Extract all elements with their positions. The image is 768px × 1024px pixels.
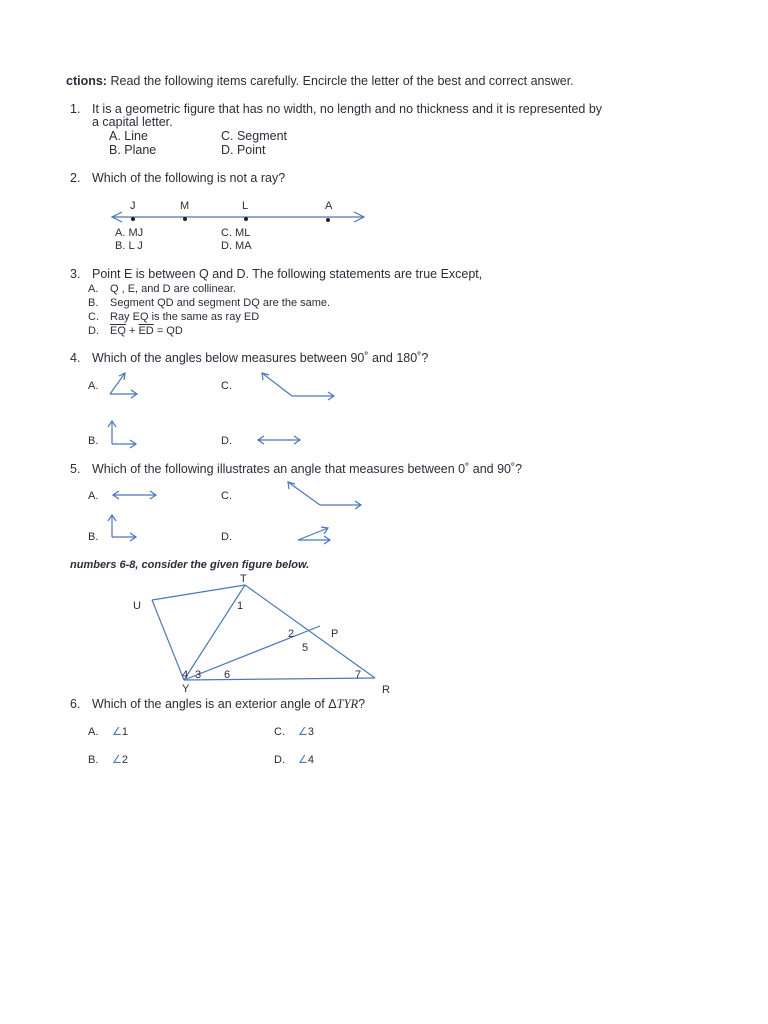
q6-choice-d[interactable] (298, 753, 314, 767)
figure-label-r: R (382, 684, 390, 696)
q6-choice-a-value: 1 (121, 726, 128, 738)
q2-point-a: A (325, 200, 333, 212)
q4-choice-a[interactable]: A. (88, 380, 99, 392)
figure-angle-4: 4 (182, 669, 189, 681)
q6-choice-c-letter: C. (274, 726, 285, 738)
q4-choice-c[interactable]: C. (221, 380, 232, 392)
q3-text: Point E is between Q and D. The following statements are true Except, (92, 267, 483, 281)
q2-point-m: M (180, 200, 190, 212)
q6-text-main: Which of the angles is an exterior angle of (92, 697, 325, 711)
q6-choice-c-value: 3 (307, 726, 314, 738)
q4-number: 4. (70, 351, 81, 365)
angle-icon: ∠ (112, 754, 122, 766)
q1-text-line2: a capital letter. (92, 115, 173, 129)
q6-triangle-name: TYR (336, 697, 359, 711)
q6-choice-b-letter: B. (88, 754, 99, 766)
q3-choice-d-letter: D. (88, 325, 99, 337)
q3-d-plus: + (128, 325, 136, 337)
q5-choice-a[interactable]: A. (88, 490, 99, 502)
figure-label-t: T (240, 573, 247, 585)
q3-choice-b[interactable]: Segment QD and segment DQ are the same. (110, 297, 331, 309)
q6-choice-d-letter: D. (274, 754, 285, 766)
angle-icon: ∠ (298, 726, 308, 738)
q6-choice-a-letter: A. (88, 726, 99, 738)
figure-label-u: U (133, 600, 141, 612)
q2-choice-a[interactable]: A. MJ (115, 227, 144, 239)
q1-choice-d[interactable]: D. Point (221, 143, 266, 157)
figure-angle-6: 6 (224, 669, 231, 681)
q2-choice-b[interactable]: B. L J (115, 240, 143, 252)
figure-label-p: P (331, 628, 339, 640)
figure-intro: numbers 6-8, consider the given figure below. (70, 559, 310, 571)
q5-choice-c[interactable]: C. (221, 490, 232, 502)
q6-choice-b[interactable] (112, 753, 128, 767)
q6-text (92, 697, 365, 711)
q3-choice-b-letter: B. (88, 297, 99, 309)
q4-choice-d[interactable]: D. (221, 435, 232, 447)
directions-label: ctions: (66, 74, 107, 88)
figure-angle-3: 3 (195, 669, 202, 681)
q6-number: 6. (70, 697, 81, 711)
q5-choice-b[interactable]: B. (88, 531, 99, 543)
figure-angle-7: 7 (355, 669, 362, 681)
q1-choice-c[interactable]: C. Segment (221, 129, 288, 143)
q4-text: Which of the angles below measures between 90˚ and 180˚? (92, 351, 429, 365)
figure-angle-5: 5 (302, 642, 309, 654)
figure-angle-2: 2 (288, 628, 295, 640)
q3-d-ray-eq: $\overline{EQ}$ (110, 325, 126, 337)
angle-icon: ∠ (298, 754, 308, 766)
q2-text: Which of the following is not a ray? (92, 171, 286, 185)
angle-icon: ∠ (112, 726, 122, 738)
q1-number: 1. (70, 102, 81, 116)
q3-d-rest: = QD (156, 325, 183, 337)
q1-choice-a[interactable]: A. Line (109, 129, 148, 143)
q6-question-mark: ? (358, 697, 366, 711)
q3-d-ray-ed: $\overline{ED}$ (138, 325, 154, 337)
q1-text-line1: It is a geometric figure that has no width, no length and no thickness and it is represented by (92, 102, 603, 116)
q2-point-j: J (130, 200, 136, 212)
figure-label-y: Y (182, 683, 190, 695)
q6-choice-d-value: 4 (307, 754, 314, 766)
directions-text: Read the following items carefully. Encircle the letter of the best and correct answer. (110, 74, 574, 88)
q5-number: 5. (70, 462, 81, 476)
q2-point-l: L (242, 200, 249, 212)
q6-choice-a[interactable] (112, 725, 128, 739)
q4-choice-b[interactable]: B. (88, 435, 99, 447)
q3-choice-c-letter: C. (88, 311, 99, 323)
q1-choice-b[interactable]: B. Plane (109, 143, 157, 157)
q3-number: 3. (70, 267, 81, 281)
q2-choice-c[interactable]: C. ML (221, 227, 251, 239)
q3-choice-c[interactable]: Ray EQ is the same as ray ED (110, 311, 260, 323)
q6-choice-b-value: 2 (121, 754, 128, 766)
q2-choice-d[interactable]: D. MA (221, 240, 252, 252)
q6-choice-c[interactable] (298, 725, 314, 739)
q5-choice-d[interactable]: D. (221, 531, 232, 543)
q3-choice-a[interactable]: Q , E, and D are collinear. (110, 283, 236, 295)
q3-choice-a-letter: A. (88, 283, 99, 295)
q5-text: Which of the following illustrates an angle that measures between 0˚ and 90˚? (92, 462, 523, 476)
figure-angle-1: 1 (237, 600, 244, 612)
q2-number: 2. (70, 171, 81, 185)
q6-triangle-symbol: Δ (328, 697, 337, 711)
